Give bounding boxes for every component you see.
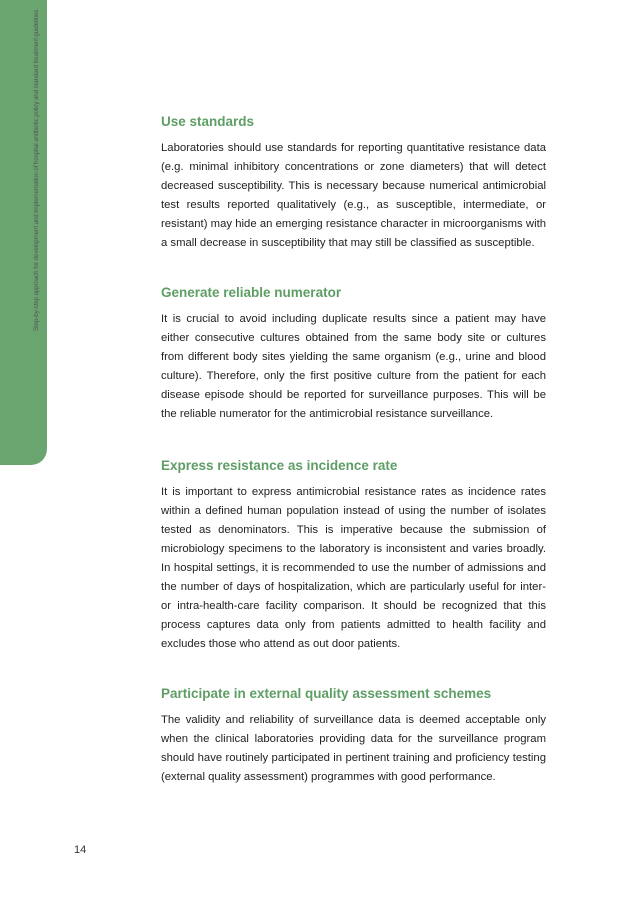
section-heading: Generate reliable numerator	[161, 285, 342, 300]
section-paragraph: It is important to express antimicrobial resistance rates as incidence rates within a defined human population instead of using the number of isolates tested as denominators. This is imperative because the submission of microbiology specimens to the laboratory is inconsistent and varies broadly. In hospital settings, it is recommended to use the number of admissions and the number of days of hospitalization, which are particularly useful for inter- or intra-health-care facility comparison. It should be recognized that this process captures data only from patients admitted to health facility and excludes those who attend as out door patients.	[161, 486, 546, 650]
section-use-standards	[161, 113, 546, 253]
section-generate-reliable-numerator	[161, 284, 546, 424]
section-external-quality-assessment	[161, 685, 546, 787]
section-express-resistance	[161, 457, 546, 654]
page-number: 14	[74, 844, 87, 856]
section-paragraph: It is crucial to avoid including duplicate results since a patient may have either consecutive cultures obtained from the same body site or cultures from different body sites yielding the same organism (e.g., urine and blood culture). Therefore, only the first positive culture from the patient for each disease episode should be reported for surveillance purposes. This will be the reliable numerator for the antimicrobial resistance surveillance.	[161, 313, 546, 420]
section-heading: Express resistance as incidence rate	[161, 458, 398, 473]
section-heading: Participate in external quality assessment schemes	[161, 686, 492, 701]
section-heading: Use standards	[161, 114, 255, 129]
section-paragraph: The validity and reliability of surveillance data is deemed acceptable only when the clinical laboratories providing data for the surveillance program should have routinely participated in pertinent training and proficiency testing (external quality assessment) programmes with good performance.	[161, 714, 546, 783]
section-paragraph: Laboratories should use standards for reporting quantitative resistance data (e.g. minimal inhibitory concentrations or zone diameters) that will detect decreased susceptibility. This is necessary because numerical antimicrobial test results reported qualitatively (e.g., as susceptible, intermediate, or resistant) may hide an emerging resistance character in microorganisms with a small decrease in susceptibility that may still be classified as susceptible.	[161, 142, 546, 249]
running-header: Step-by-step approach for development and implementation of hospital antibiotic policy and standard treatment guidelines	[33, 10, 40, 332]
